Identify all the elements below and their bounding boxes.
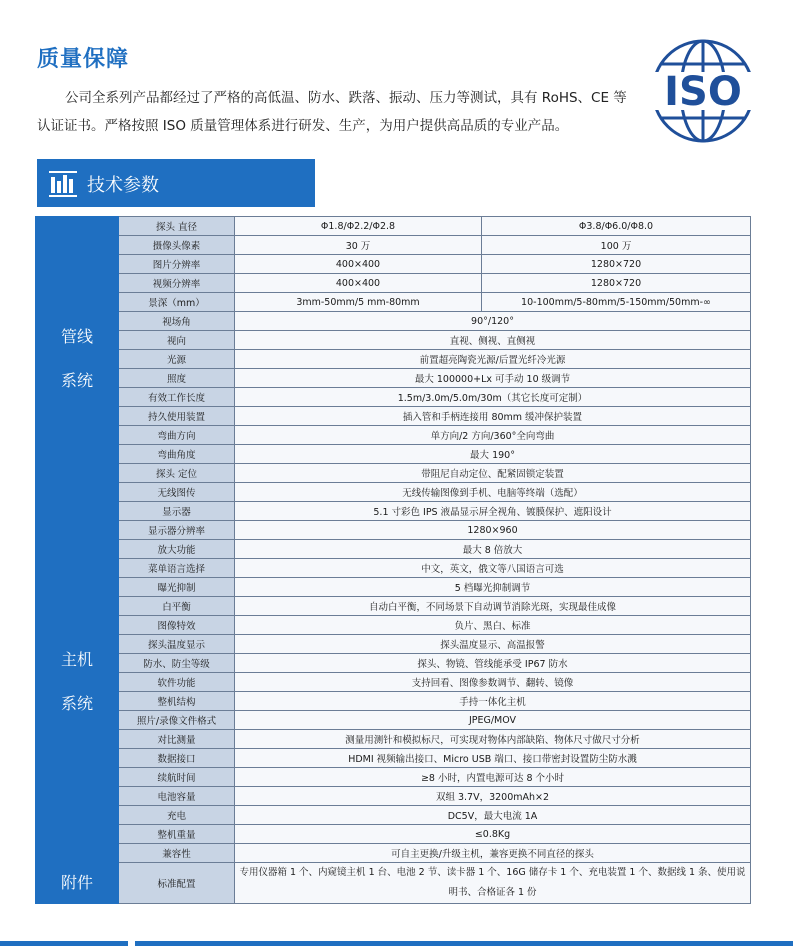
spec-value: 探头温度显示、高温报警 — [235, 635, 751, 654]
spec-value: HDMI 视频输出接口、Micro USB 端口、接口带密封设置防尘防水溅 — [235, 749, 751, 768]
spec-label: 有效工作长度 — [119, 388, 235, 407]
spec-label: 视向 — [119, 331, 235, 350]
spec-row — [36, 825, 751, 844]
spec-label: 数据接口 — [119, 749, 235, 768]
spec-row — [36, 236, 751, 255]
spec-row — [36, 464, 751, 483]
spec-label: 图片分辨率 — [119, 255, 235, 274]
spec-label: 探头 直径 — [119, 217, 235, 236]
spec-value: 自动白平衡，不同场景下自动调节消除光斑，实现最佳成像 — [235, 597, 751, 616]
quality-intro: 公司全系列产品都经过了严格的高低温、防水、跌落、振动、压力等测试，具有 RoHS、CE 等认证证书。严格按照 ISO 质量管理体系进行研发、生产，为用户提供高品质的专业产品。 — [37, 90, 627, 134]
iso-globe-logo — [648, 36, 758, 146]
spec-value: 5.1 寸彩色 IPS 液晶显示屏全视角、镀膜保护、遮阳设计 — [235, 502, 751, 521]
spec-value-small-probe: Φ1.8/Φ2.2/Φ2.8 — [235, 217, 482, 236]
spec-value-small-probe: 400×400 — [235, 274, 482, 293]
spec-value: 插入管和手柄连接用 80mm 缓冲保护装置 — [235, 407, 751, 426]
spec-value: 直视、侧视、直侧视 — [235, 331, 751, 350]
spec-value-standard-kit: 专用仪器箱 1 个、内窥镜主机 1 台、电池 2 节、读卡器 1 个、16G 储存卡 1 个、充电装置 1 个、数据线 1 条、使用说明书、合格证各 1 份 — [235, 863, 751, 904]
spec-row — [36, 711, 751, 730]
spec-label: 整机结构 — [119, 692, 235, 711]
spec-value: 1.5m/3.0m/5.0m/30m（其它长度可定制） — [235, 388, 751, 407]
spec-label: 整机重量 — [119, 825, 235, 844]
spec-label: 显示器分辨率 — [119, 521, 235, 540]
spec-row — [36, 749, 751, 768]
spec-value: ≥8 小时，内置电源可达 8 个小时 — [235, 768, 751, 787]
group-label-accessories: 附件 — [36, 863, 119, 904]
spec-label: 光源 — [119, 350, 235, 369]
spec-row — [36, 597, 751, 616]
section-header — [37, 159, 315, 207]
spec-row — [36, 673, 751, 692]
spec-value-small-probe: 30 万 — [235, 236, 482, 255]
spec-value: 前置超亮陶瓷光源/后置光纤冷光源 — [235, 350, 751, 369]
spec-label: 对比测量 — [119, 730, 235, 749]
spec-value: 支持回看、图像参数调节、翻转、镜像 — [235, 673, 751, 692]
spec-value: 5 档曝光抑制调节 — [235, 578, 751, 597]
spec-value: DC5V，最大电流 1A — [235, 806, 751, 825]
spec-label: 视场角 — [119, 312, 235, 331]
iso-logo-text: ISO — [664, 69, 742, 115]
spec-label: 防水、防尘等级 — [119, 654, 235, 673]
spec-value: 测量用测针和模拟标尺，可实现对物体内部缺陷、物体尺寸做尺寸分析 — [235, 730, 751, 749]
spec-value: JPEG/MOV — [235, 711, 751, 730]
spec-label: 探头温度显示 — [119, 635, 235, 654]
spec-label: 无线图传 — [119, 483, 235, 502]
footer-rule — [0, 941, 793, 946]
spec-value: 双组 3.7V，3200mAh×2 — [235, 787, 751, 806]
spec-label: 视频分辨率 — [119, 274, 235, 293]
spec-row — [36, 255, 751, 274]
spec-label: 充电 — [119, 806, 235, 825]
spec-row — [36, 293, 751, 312]
spec-value: 探头、物镜、管线能承受 IP67 防水 — [235, 654, 751, 673]
spec-row — [36, 483, 751, 502]
spec-label: 续航时间 — [119, 768, 235, 787]
spec-value: 无线传输图像到手机、电脑等终端（选配） — [235, 483, 751, 502]
spec-label: 弯曲方向 — [119, 426, 235, 445]
spec-value: 90°/120° — [235, 312, 751, 331]
spec-row — [36, 730, 751, 749]
spec-row — [36, 274, 751, 293]
spec-row — [36, 445, 751, 464]
spec-row — [36, 426, 751, 445]
spec-row — [36, 616, 751, 635]
spec-row — [36, 635, 751, 654]
spec-row — [36, 578, 751, 597]
spec-value: 负片、黑白、标准 — [235, 616, 751, 635]
spec-value: 最大 100000+Lx 可手动 10 级调节 — [235, 369, 751, 388]
spec-row — [36, 654, 751, 673]
spec-row — [36, 844, 751, 863]
spec-row — [36, 388, 751, 407]
group-label-pipe-system: 管线 系统 — [36, 217, 119, 502]
spec-row — [36, 768, 751, 787]
spec-row — [36, 369, 751, 388]
spec-row-accessories — [36, 863, 751, 904]
spec-value: 单方向/2 方向/360°全向弯曲 — [235, 426, 751, 445]
spec-value: 手持一体化主机 — [235, 692, 751, 711]
spec-row — [36, 540, 751, 559]
spec-label: 标准配置 — [119, 863, 235, 904]
spec-label: 兼容性 — [119, 844, 235, 863]
spec-value: 可自主更换/升级主机，兼容更换不同直径的探头 — [235, 844, 751, 863]
spec-row — [36, 217, 751, 236]
spec-row — [36, 521, 751, 540]
spec-row — [36, 312, 751, 331]
spec-label: 持久使用装置 — [119, 407, 235, 426]
spec-value: 中文，英文，俄文等八国语言可选 — [235, 559, 751, 578]
spec-label: 电池容量 — [119, 787, 235, 806]
chart-bars-icon — [49, 171, 77, 197]
spec-label: 弯曲角度 — [119, 445, 235, 464]
spec-row — [36, 559, 751, 578]
spec-value: 最大 8 倍放大 — [235, 540, 751, 559]
section-title: 技术参数 — [87, 175, 159, 196]
spec-label: 探头 定位 — [119, 464, 235, 483]
spec-row — [36, 331, 751, 350]
spec-value: 1280×960 — [235, 521, 751, 540]
spec-row — [36, 502, 751, 521]
spec-value-small-probe: 3mm-50mm/5 mm-80mm — [235, 293, 482, 312]
spec-label: 曝光抑制 — [119, 578, 235, 597]
group-label-host-system: 主机 系统 — [36, 502, 119, 863]
spec-value-large-probe: 1280×720 — [482, 274, 751, 293]
spec-row — [36, 787, 751, 806]
spec-value-large-probe: 1280×720 — [482, 255, 751, 274]
spec-label: 软件功能 — [119, 673, 235, 692]
spec-row — [36, 806, 751, 825]
spec-value: ≤0.8Kg — [235, 825, 751, 844]
quality-heading: 质量保障 — [37, 47, 130, 72]
spec-value-large-probe: 100 万 — [482, 236, 751, 255]
spec-value: 最大 190° — [235, 445, 751, 464]
spec-table — [35, 216, 751, 904]
spec-label: 图像特效 — [119, 616, 235, 635]
spec-value-small-probe: 400×400 — [235, 255, 482, 274]
spec-value-large-probe: Φ3.8/Φ6.0/Φ8.0 — [482, 217, 751, 236]
spec-row — [36, 692, 751, 711]
spec-label: 照片/录像文件格式 — [119, 711, 235, 730]
spec-label: 放大功能 — [119, 540, 235, 559]
spec-label: 摄像头像素 — [119, 236, 235, 255]
spec-label: 景深（mm） — [119, 293, 235, 312]
spec-value-large-probe: 10-100mm/5-80mm/5-150mm/50mm-∞ — [482, 293, 751, 312]
spec-row — [36, 350, 751, 369]
spec-label: 照度 — [119, 369, 235, 388]
spec-label: 菜单语言选择 — [119, 559, 235, 578]
spec-label: 显示器 — [119, 502, 235, 521]
spec-label: 白平衡 — [119, 597, 235, 616]
spec-row — [36, 407, 751, 426]
spec-value: 带阻尼自动定位、配紧固锁定装置 — [235, 464, 751, 483]
